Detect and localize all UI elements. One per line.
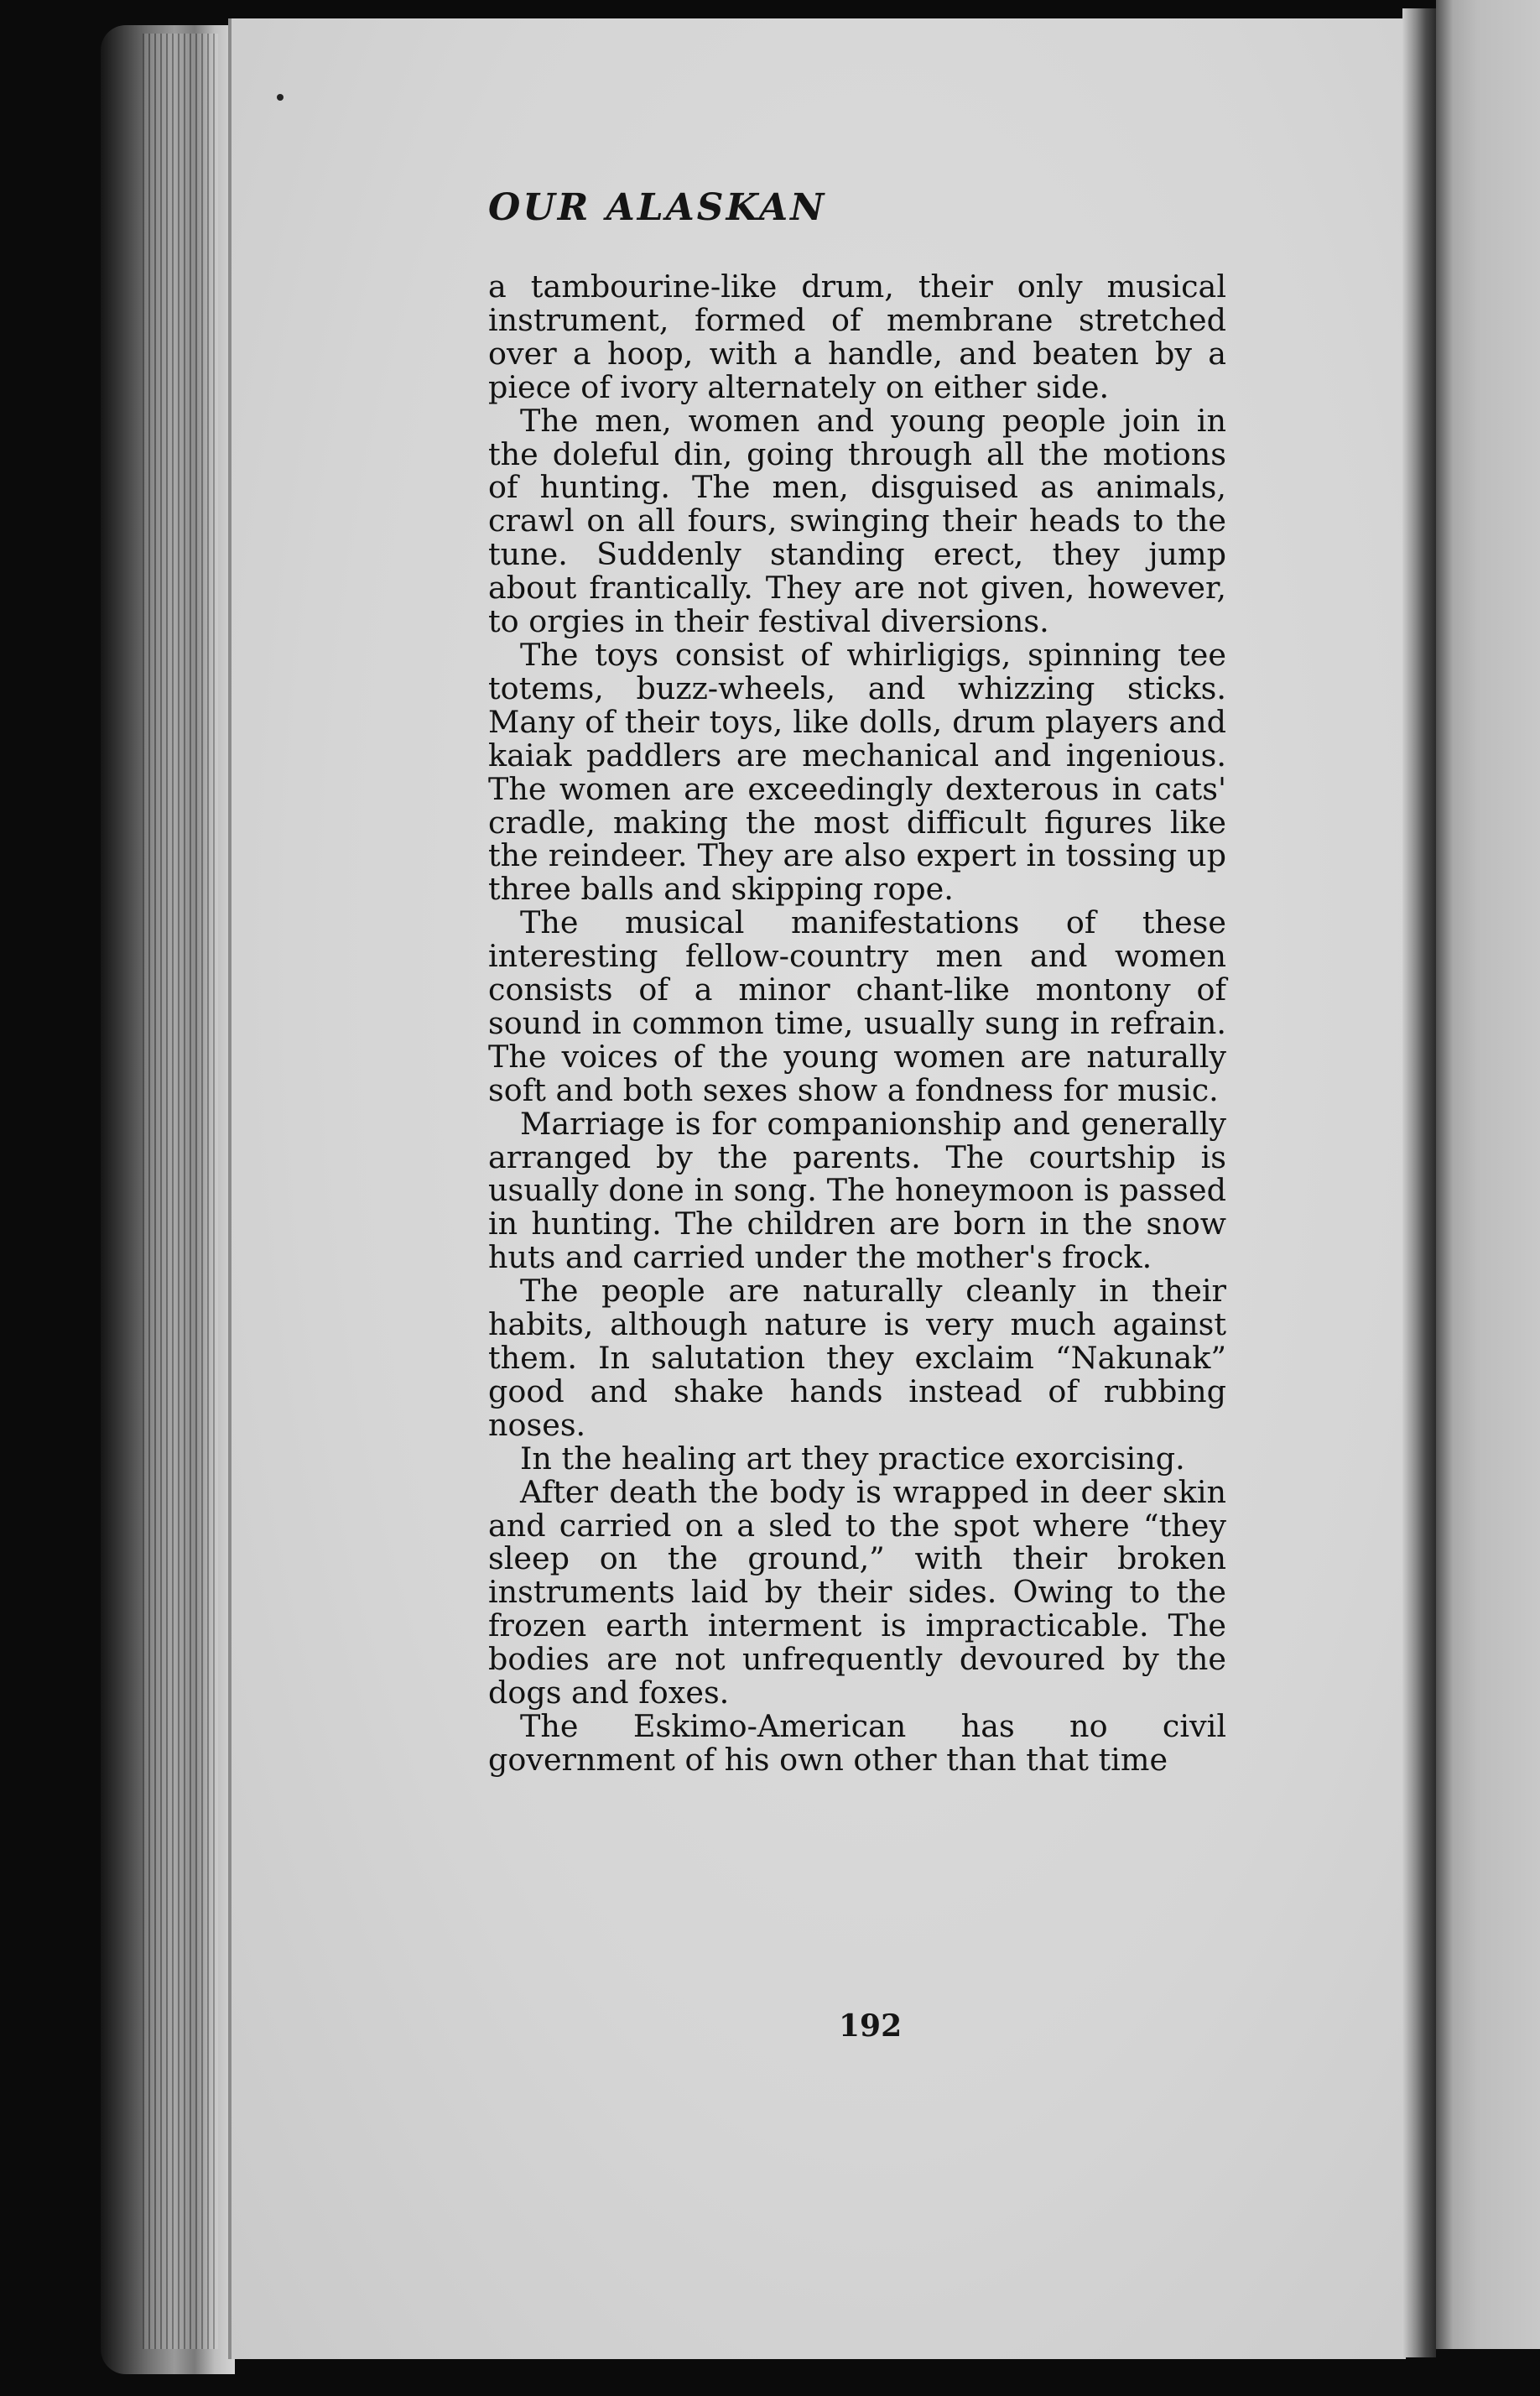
paragraph: After death the body is wrapped in deer skin and carried on a sled to the spot where “they sleep on the ground,” with their broken instruments laid by their sides. Owing to the frozen earth interment is impracticable. The bodies are not unfrequently devoured by the dogs and foxes. [488, 1473, 1226, 1711]
paragraph: Marriage is for companionship and generally arranged by the parents. The courtship is usually done in song. The honeymoon is passed in hunting. The children are born in the snow huts and carried under the mother's frock. [488, 1105, 1226, 1276]
ink-speck [277, 94, 284, 101]
paragraph: The people are naturally cleanly in their habits, although nature is very much against them. In salutation they exclaim “Nakunak” good and shake hands instead of rubbing noses. [488, 1273, 1226, 1443]
paragraph: The toys consist of whirligigs, spinning tee totems, buzz-wheels, and whizzing sticks. Many of their toys, like dolls, drum players and kaiak paddlers are mechanical and ingenious. The women are exceedingly dexterous in cats' cradle, making the most difficult figures like the reindeer. They are also expert in tossing up three balls and skipping rope. [488, 636, 1226, 908]
paragraph: In the healing art they practice exorcising. [520, 1440, 1185, 1477]
paragraph: The men, women and young people join in the doleful din, going through all the motions of hunting. The men, disguised as animals, crawl on all fours, swinging their heads to the tune. Suddenly standing erect, they jump about frantically. They are not given, however, to orgies in their festival diversions. [488, 402, 1226, 640]
gutter-shadow [1402, 8, 1436, 2357]
paragraph: The musical manifestations of these interesting fellow-country men and women consists of a minor chant-like montony of sound in common time, usually sung in refrain. The voices of the young women are naturally soft and both sexes show a fondness for music. [488, 904, 1226, 1108]
page-edges [143, 34, 218, 2349]
facing-page-shadow [1436, 0, 1453, 2349]
body-text [488, 270, 1226, 1777]
paragraph: a tambourine-like drum, their only musical instrument, formed of membrane stretched over a hoop, with a handle, and beaten by a piece of ivory alternately on either side. [488, 268, 1226, 405]
paragraph: The Eskimo-American has no civil government of his own other than that time [488, 1707, 1226, 1778]
running-head: OUR ALASKAN [488, 186, 827, 229]
page-number: 192 [839, 2008, 903, 2044]
